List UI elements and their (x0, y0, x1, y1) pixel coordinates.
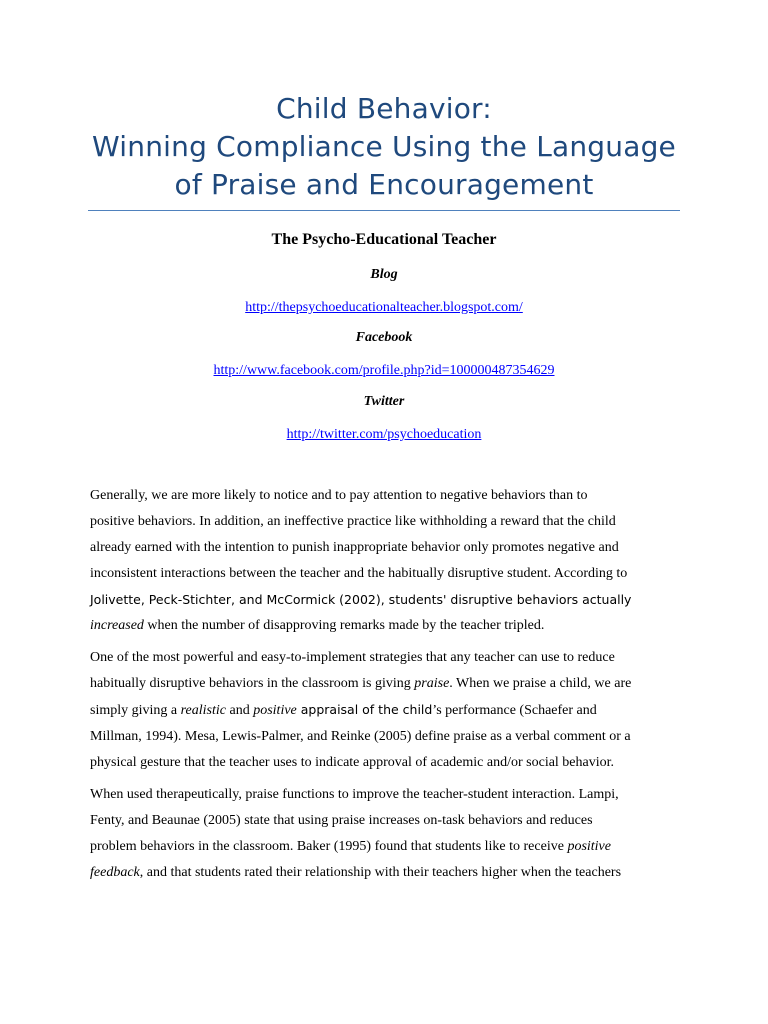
p2-line-3 (90, 697, 680, 724)
p2-line-3-text-b: and (226, 703, 254, 718)
emphasis-positive: positive (253, 703, 297, 718)
emphasis-praise: praise (414, 676, 450, 691)
p1-line-6-text: when the number of disapproving remarks made by the teacher tripled. (143, 618, 545, 633)
twitter-link[interactable]: http://twitter.com/psychoeducation (286, 427, 482, 442)
paragraph-1 (90, 483, 680, 639)
twitter-label: Twitter (363, 394, 405, 409)
blog-link-row (88, 298, 680, 317)
p2-line-3-text-a: simply giving a (90, 703, 181, 718)
p2-line-2 (90, 671, 680, 697)
emphasis-increased: increased (90, 618, 144, 633)
p3-line-1: When used therapeutically, praise functions to improve the teacher-student interaction. Lampi, (90, 787, 619, 802)
p2-line-1: One of the most powerful and easy-to-implement strategies that any teacher can use to reduce (90, 650, 615, 665)
p2-line-5: physical gesture that the teacher uses to indicate approval of academic and/or social behavior. (90, 755, 615, 770)
p1-line-2: positive behaviors. In addition, an ineffective practice like withholding a reward that the child (90, 514, 616, 529)
blog-label: Blog (370, 267, 398, 282)
p2-line-3-text-c: appraisal of the child (296, 702, 433, 717)
p1-line-3: already earned with the intention to punish inappropriate behavior only promotes negative and (90, 540, 619, 555)
p3-line-3-text-a: problem behaviors in the classroom. Baker (1995) found that students like to receive (90, 839, 568, 854)
blog-link[interactable]: http://thepsychoeducationalteacher.blogspot.com/ (245, 300, 523, 315)
p2-line-4: Millman, 1994). Mesa, Lewis-Palmer, and Reinke (2005) define praise as a verbal comment or a (90, 729, 631, 744)
p2-line-3-text-d: ’s performance (Schaefer and (432, 703, 597, 718)
paragraph-3 (90, 782, 680, 886)
p2-line-2-text-b: . When we praise a child, we are (449, 676, 632, 691)
facebook-link[interactable]: http://www.facebook.com/profile.php?id=100000487354629 (213, 363, 555, 378)
facebook-link-row (88, 361, 680, 380)
title-line-2: Winning Compliance Using the Language (92, 130, 676, 163)
title-divider (88, 210, 680, 211)
p2-line-2-text-a: habitually disruptive behaviors in the classroom is giving (90, 676, 415, 691)
p1-line-1: Generally, we are more likely to notice and to pay attention to negative behaviors than to (90, 488, 588, 503)
paragraph-2 (90, 645, 680, 776)
title-line-3: of Praise and Encouragement (174, 168, 594, 201)
p3-line-2: Fenty, and Beaunae (2005) state that using praise increases on-task behaviors and reduces (90, 813, 593, 828)
title-line-1: Child Behavior: (276, 92, 492, 125)
facebook-label: Facebook (355, 330, 413, 345)
p3-line-3 (90, 834, 680, 860)
p1-line-4: inconsistent interactions between the teacher and the habitually disruptive student. According to (90, 566, 628, 581)
emphasis-feedback: feedback (90, 865, 140, 880)
emphasis-positive-2: positive (567, 839, 611, 854)
body-text (90, 483, 680, 892)
p3-line-4-text: , and that students rated their relationship with their teachers higher when the teachers (139, 865, 622, 880)
p1-line-6 (90, 613, 680, 639)
p1-line-5: Jolivette, Peck-Stichter, and McCormick (2002), students' disruptive behaviors actually (90, 592, 632, 607)
p3-line-4 (90, 860, 680, 886)
emphasis-realistic: realistic (180, 703, 226, 718)
document-title (88, 90, 680, 204)
twitter-link-row (88, 425, 680, 444)
author-heading: The Psycho-Educational Teacher (271, 231, 497, 248)
